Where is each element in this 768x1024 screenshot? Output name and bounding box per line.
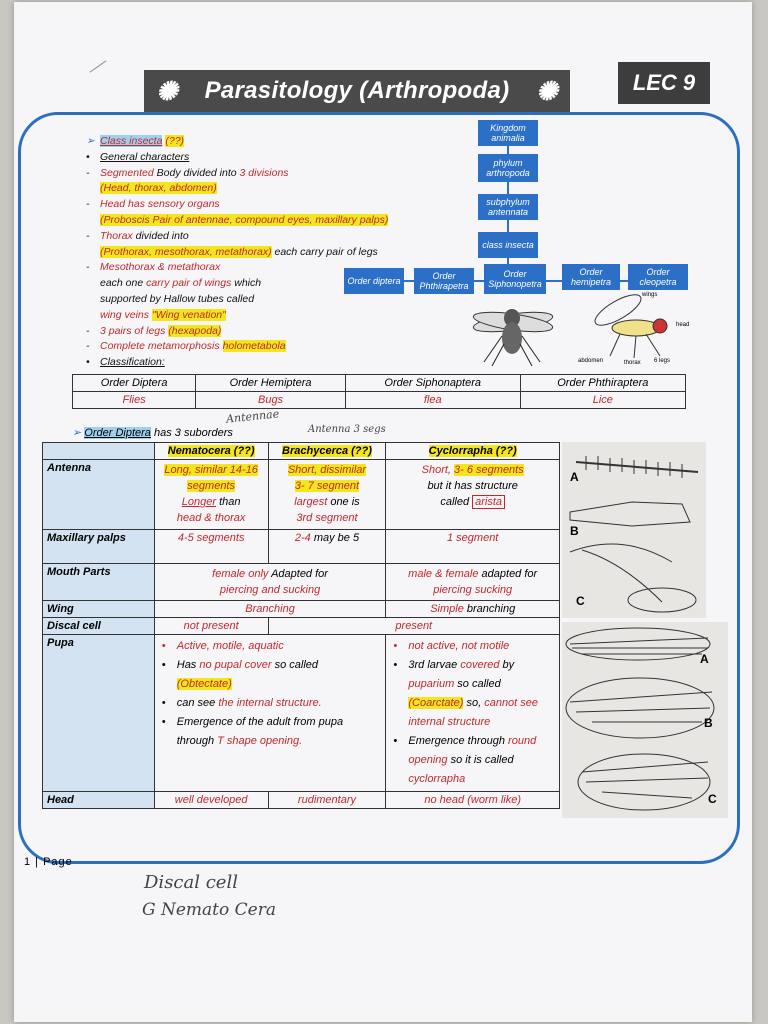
taxon-phylum: phylum arthropoda — [478, 154, 538, 182]
table-row: Head well developed rudimentary no head (worm like) — [43, 792, 560, 809]
common-name-cell: Flies — [73, 392, 196, 409]
pupa-list-a — [159, 637, 382, 751]
row-label: Mouth Parts — [43, 564, 155, 601]
list-item: • 3rd larvae covered by puparium so called (Coarctate) so, cannot see internal structure — [390, 656, 555, 732]
order-cell: Order Diptera — [73, 375, 196, 392]
list-item: (Prothorax, mesothorax, metathorax) each carry pair of legs — [100, 245, 378, 258]
list-item: • not active, not motile — [390, 637, 555, 656]
list-item: - 3 pairs of legs (hexapoda) — [86, 324, 222, 337]
taxon-order-coleoptera: Order cleopetra — [628, 264, 688, 290]
handwritten-note: G Nemato Cera — [142, 900, 276, 920]
taxon-order-hemiptera: Order hemipetra — [562, 264, 620, 290]
figure-label: B — [704, 716, 713, 730]
list-item: supported by Hallow tubes called — [100, 292, 255, 305]
figure-label: B — [570, 524, 579, 538]
taxon-subphylum: subphylum antennata — [478, 194, 538, 220]
tree-connector — [507, 182, 509, 194]
table-row: Mouth Parts female only Adapted for piercing and sucking male & female adapted for piercing sucking — [43, 564, 560, 601]
list-item: (Proboscis Pair of antennae, compound eyes, maxillary palps) — [100, 213, 389, 226]
arrow-icon: ➢ — [72, 427, 82, 439]
notes-list — [78, 134, 438, 371]
table-row — [73, 392, 686, 409]
row-label: Pupa — [43, 635, 155, 792]
list-item: each one carry pair of wings which — [100, 277, 262, 290]
taxon-order-diptera: Order diptera — [344, 268, 404, 294]
tree-connector — [507, 220, 509, 232]
list-item: • Emergence of the adult from pupa through T shape opening. — [159, 713, 382, 751]
label-head: head — [676, 322, 690, 328]
figure-label: C — [576, 594, 585, 608]
fly-illustration — [448, 300, 578, 370]
diptera-suborders-table — [42, 442, 560, 809]
common-name-cell: Lice — [520, 392, 685, 409]
table-row — [43, 635, 560, 792]
pupa-list-b — [390, 637, 555, 789]
order-cell: Order Hemiptera — [196, 375, 346, 392]
label-abdomen: abdomen — [578, 358, 604, 364]
row-label: Head — [43, 792, 155, 809]
row-label: Antenna — [43, 460, 155, 530]
figure-label: A — [700, 652, 709, 666]
label-wings: wings — [642, 292, 658, 298]
column-header: Cyclorrapha (??) — [428, 445, 517, 457]
list-item: - Thorax divided into — [86, 229, 189, 242]
list-item: • Emergence through round opening so it is called cyclorrapha — [390, 732, 555, 789]
table-row — [73, 375, 686, 392]
page-title-banner — [144, 70, 570, 112]
handwritten-note: Antenna 3 segs — [308, 424, 386, 435]
row-label: Discal cell — [43, 618, 155, 635]
table-row: Antenna Long, similar 14-16 segments Longer than head & thorax Short, dissimilar 3- 7 segment largest one is 3rd segment Short, 3- 6 segments but it has structure called arista — [43, 460, 560, 530]
classification-table — [72, 374, 686, 409]
common-name-cell: Bugs — [196, 392, 346, 409]
list-item: ➢ Class insecta (??) — [78, 134, 438, 150]
list-item: wing veins "Wing venation" — [100, 308, 226, 321]
diptera-heading: ➢ Order Diptera has 3 suborders — [72, 427, 233, 439]
tree-connector — [507, 146, 509, 154]
bug-icon: ✺ — [155, 76, 179, 106]
list-item: • can see the internal structure. — [159, 694, 382, 713]
antenna-drawing — [562, 442, 706, 618]
figure-label: C — [708, 792, 717, 806]
handwritten-note: Discal cell — [144, 872, 238, 893]
arrow-icon: ➢ — [86, 135, 95, 147]
list-item: • Active, motile, aquatic — [159, 637, 382, 656]
order-cell: Order Phthiraptera — [520, 375, 685, 392]
list-item: - Mesothorax & metathorax — [86, 261, 221, 274]
bug-icon: ✺ — [535, 76, 559, 106]
list-item: - Head has sensory organs — [86, 198, 220, 211]
label-legs: 6 legs — [654, 358, 671, 364]
list-item: (Head, thorax, abdomen) — [100, 182, 217, 195]
order-cell: Order Siphonaptera — [345, 375, 520, 392]
antenna-figure — [562, 442, 706, 618]
row-label: Maxillary palps — [43, 530, 155, 564]
table-header-row — [43, 443, 560, 460]
list-item: - Complete metamorphosis holometabola — [86, 340, 286, 353]
list-item: - Segmented Body divided into 3 divisions — [86, 166, 289, 179]
common-name-cell: flea — [345, 392, 520, 409]
taxon-class: class insecta — [478, 232, 538, 258]
handwritten-note: Antennae — [225, 407, 280, 426]
taxon-order-phthiraptera: Order Phthirapetra — [414, 268, 474, 294]
column-header: Nematocera (??) — [167, 445, 255, 457]
list-item: • General characters — [86, 150, 190, 163]
column-header: Brachycerca (??) — [282, 445, 372, 457]
table-row: Wing Branching Simple branching — [43, 601, 560, 618]
table-row: Maxillary palps 4-5 segments 2-4 may be 5 1 segment — [43, 530, 560, 564]
taxon-kingdom: Kingdom animalia — [478, 120, 538, 146]
lecture-number: LEC 9 — [618, 62, 710, 104]
label-thorax: thorax — [624, 360, 641, 366]
table-row: Discal cell not present present — [43, 618, 560, 635]
fly-side-illustration — [580, 290, 700, 366]
list-item: • Classification: — [86, 356, 165, 369]
page-title: Parasitology (Arthropoda) — [204, 77, 510, 104]
taxon-order-siphonaptera: Order Siphonopetra — [484, 264, 546, 294]
row-label: Wing — [43, 601, 155, 618]
list-item: • Has no pupal cover so called (Obtectate) — [159, 656, 382, 694]
figure-label: A — [570, 470, 579, 484]
page-number: 1 | Page — [24, 856, 73, 868]
